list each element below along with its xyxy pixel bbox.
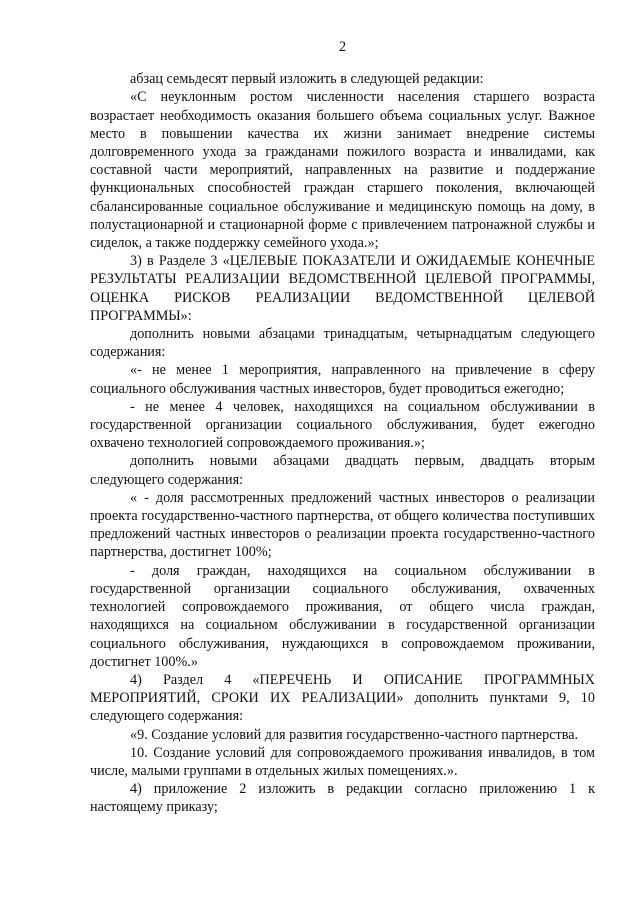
- paragraph: дополнить новыми абзацами тринадцатым, четырнадцатым следующего содержания:: [90, 326, 595, 361]
- paragraph: абзац семьдесят первый изложить в следующей редакции:: [130, 71, 484, 88]
- paragraph: 4) Раздел 4 «ПЕРЕЧЕНЬ И ОПИСАНИЕ ПРОГРАММНЫХ МЕРОПРИЯТИЙ, СРОКИ ИХ РЕАЛИЗАЦИИ» дополнить пунктами 9, 10 следующего содержания:: [90, 671, 595, 725]
- paragraph: - не менее 4 человек, находящихся на социальном обслуживании в государственной организации социального обслуживания, будет ежегодно охвачено технологией сопровождаемого проживания.»;: [90, 398, 595, 452]
- paragraph: «- не менее 1 мероприятия, направленного на привлечение в сферу социального обслуживания частных инвесторов, будет проводиться ежегодно;: [90, 362, 595, 397]
- paragraph: 10. Создание условий для сопровождаемого проживания инвалидов, в том числе, малыми группами в отдельных жилых помещениях.».: [90, 744, 595, 779]
- paragraph: - доля граждан, находящихся на социальном обслуживании в государственной организации социального обслуживания, охваченных технологией сопровождаемого проживания, от общего числа граждан, находящихся на социальном обслуживании в государственной организации социального обслуживания, нуждающихся в сопровождаемом проживании, достигнет 100%.»: [90, 562, 595, 670]
- paragraph: «С неуклонным ростом численности населения старшего возраста возрастает необходимость оказания большего объема социальных услуг. Важное место в повышении качества их жизни занимает внедрение системы долговременного ухода за гражданами пожилого возраста и инвалидами, как составной части мероприятий, направленных на развитие и поддержание функциональных способностей граждан старшего поколения, включающей сбалансированные социальное обслуживание и медицинскую помощь на дому, в полустационарной и стационарной форме с привлечением патронажной службы и сиделок, а также поддержку семейного ухода.»;: [90, 89, 595, 252]
- paragraph: « - доля рассмотренных предложений частных инвесторов о реализации проекта государственно-частного партнерства, от общего количества поступивших предложений частных инвесторов о реализации проекта государственно-частного партнерства, достигнет 100%;: [90, 489, 595, 561]
- paragraph: дополнить новыми абзацами двадцать первым, двадцать вторым следующего содержания:: [90, 453, 595, 488]
- page-number: 2: [338, 39, 347, 55]
- paragraph: 3) в Разделе 3 «ЦЕЛЕВЫЕ ПОКАЗАТЕЛИ И ОЖИДАЕМЫЕ КОНЕЧНЫЕ РЕЗУЛЬТАТЫ РЕАЛИЗАЦИИ ВЕДОМСТВЕННОЙ ЦЕЛЕВОЙ ПРОГРАММЫ, ОЦЕНКА РИСКОВ РЕАЛИЗАЦИИ ВЕДОМСТВЕННОЙ ЦЕЛЕВОЙ ПРОГРАММЫ»:: [90, 253, 595, 324]
- paragraph: «9. Создание условий для развития государственно-частного партнерства.: [130, 726, 579, 743]
- paragraph: 4) приложение 2 изложить в редакции согласно приложению 1 к настоящему приказу;: [90, 781, 595, 816]
